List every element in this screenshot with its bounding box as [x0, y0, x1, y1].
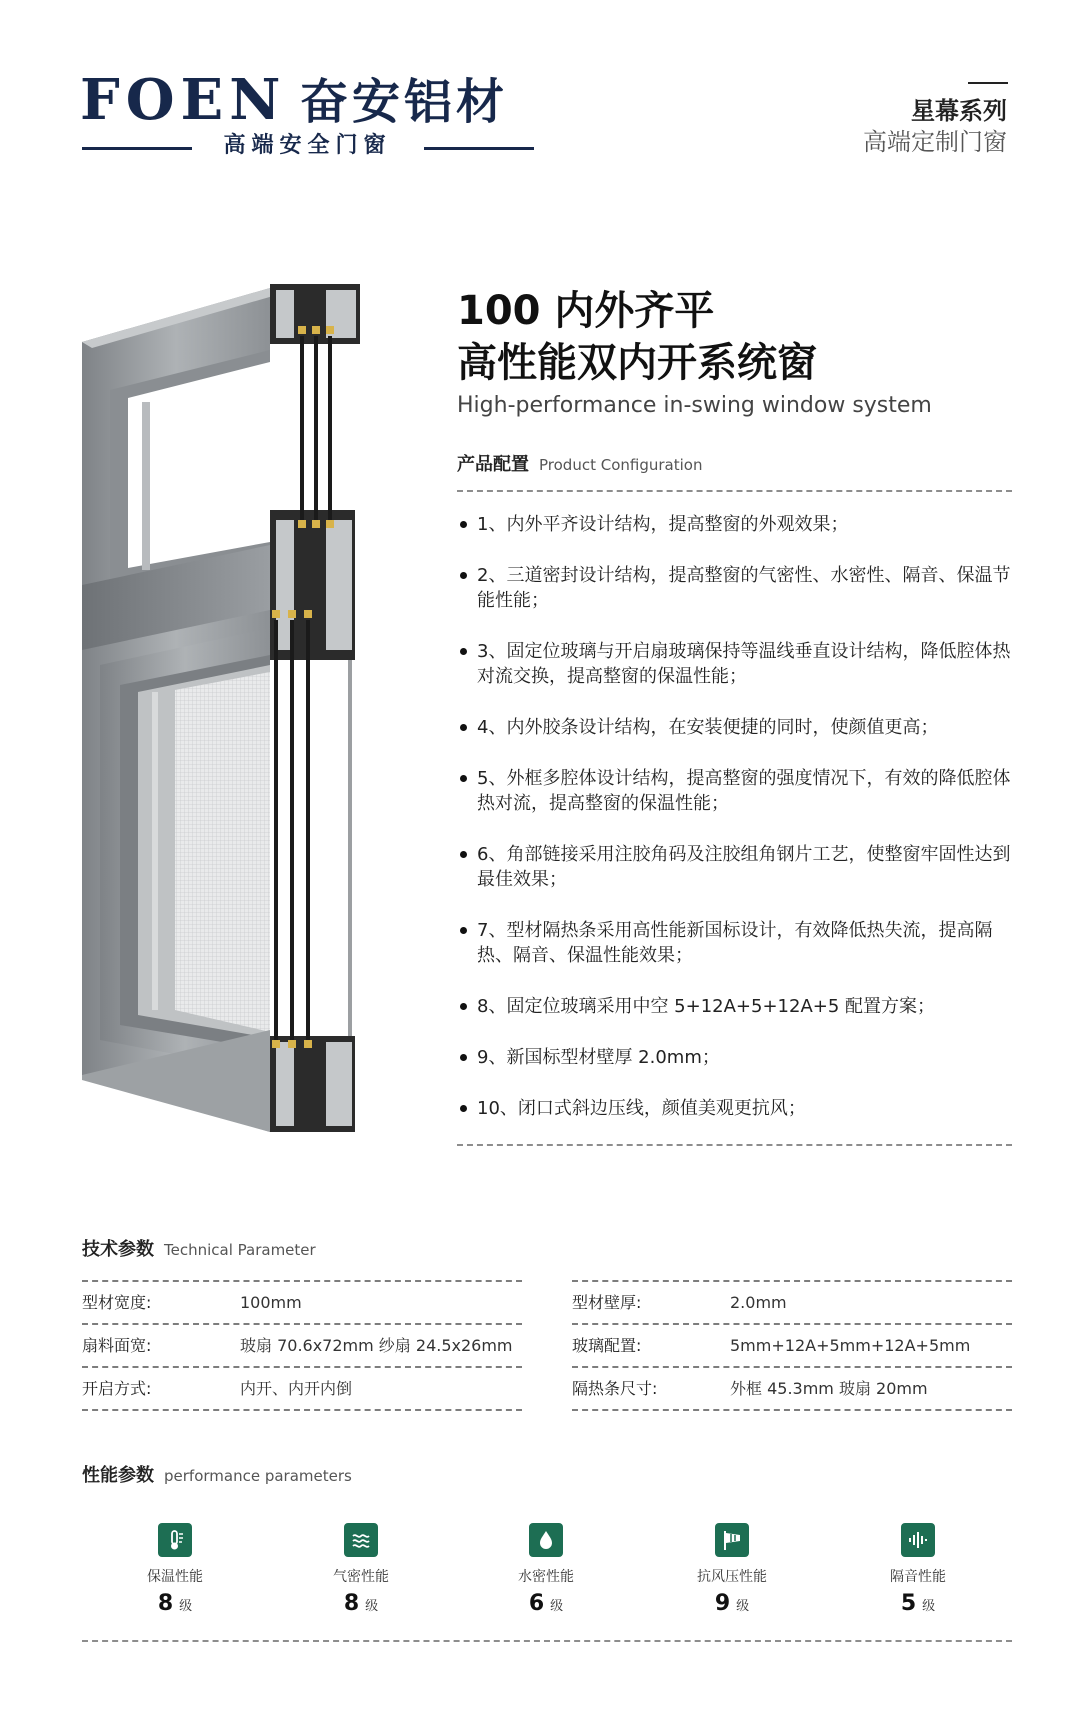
perf-grade-value: 5: [900, 1591, 917, 1616]
config-divider-bottom: [457, 1144, 1012, 1146]
table-row: [572, 1366, 1012, 1411]
config-divider-top: [457, 490, 1012, 492]
performance-item-watertightness: [486, 1523, 606, 1620]
param-label: 型材壁厚:: [572, 1293, 642, 1312]
param-value: 100mm: [240, 1293, 302, 1312]
technical-table-right: [572, 1280, 1012, 1411]
feature-item: 3、固定位玻璃与开启扇玻璃保持等温线垂直设计结构，降低腔体热对流交换，提高整窗的保温性能；: [457, 639, 1012, 689]
table-row: [572, 1280, 1012, 1323]
config-heading: [457, 453, 702, 477]
product-title-line2: 高性能双内开系统窗: [457, 340, 817, 386]
performance-item-sound-insulation: [858, 1523, 978, 1620]
param-value: 内开、内开内倒: [240, 1379, 353, 1398]
perf-grade-unit: 级: [736, 1599, 750, 1614]
window-cross-section-illustration: [80, 280, 400, 1150]
feature-item: 1、内外平齐设计结构，提高整窗的外观效果；: [457, 512, 1012, 537]
param-value: 5mm+12A+5mm+12A+5mm: [730, 1336, 971, 1355]
perf-grade: [672, 1591, 792, 1620]
param-value: 2.0mm: [730, 1293, 787, 1312]
perf-label: 抗风压性能: [697, 1569, 767, 1585]
brand-logo-en: FOEN: [80, 67, 287, 133]
performance-item-airtightness: [301, 1523, 421, 1620]
feature-item: 8、固定位玻璃采用中空 5+12A+5+12A+5 配置方案；: [457, 994, 1012, 1019]
perf-grade-value: 6: [528, 1591, 545, 1616]
perf-label: 气密性能: [333, 1569, 389, 1585]
feature-item: 6、角部链接采用注胶角码及注胶组角钢片工艺，使整窗牢固性达到最佳效果；: [457, 842, 1012, 892]
technical-heading-cn: 技术参数: [82, 1239, 154, 1260]
product-title-en: High-performance in-swing window system: [457, 393, 932, 418]
technical-heading-en: Technical Parameter: [164, 1241, 316, 1259]
series-rule: [968, 82, 1008, 84]
perf-grade-value: 9: [714, 1591, 731, 1616]
technical-heading: [82, 1238, 316, 1262]
sound-wave-icon: [901, 1523, 935, 1557]
param-label: 隔热条尺寸:: [572, 1379, 658, 1398]
config-heading-en: Product Configuration: [539, 456, 703, 474]
table-row: [82, 1323, 522, 1366]
performance-item-wind-pressure: [672, 1523, 792, 1620]
perf-grade-value: 8: [343, 1591, 360, 1616]
table-row: [82, 1280, 522, 1323]
perf-grade-unit: 级: [179, 1599, 193, 1614]
feature-item: 10、闭口式斜边压线，颜值美观更抗风；: [457, 1096, 1012, 1121]
perf-grade-value: 8: [157, 1591, 174, 1616]
feature-item: 2、三道密封设计结构，提高整窗的气密性、水密性、隔音、保温节能性能；: [457, 563, 1012, 613]
perf-grade-unit: 级: [922, 1599, 936, 1614]
series-subtitle: 高端定制门窗: [863, 128, 1007, 156]
perf-label: 保温性能: [147, 1569, 203, 1585]
perf-grade-unit: 级: [550, 1599, 564, 1614]
thermometer-icon: [158, 1523, 192, 1557]
feature-item: 9、新国标型材壁厚 2.0mm；: [457, 1045, 1012, 1070]
windsock-icon: [715, 1523, 749, 1557]
brand-logo-cn: 奋安铝材: [300, 74, 509, 130]
series-name: 星幕系列: [911, 97, 1007, 125]
param-value: 玻扇 70.6x72mm 纱扇 24.5x26mm: [240, 1336, 513, 1355]
performance-heading: [82, 1464, 352, 1488]
performance-divider-bottom: [82, 1640, 1012, 1642]
config-heading-cn: 产品配置: [457, 454, 529, 475]
feature-item: 5、外框多腔体设计结构，提高整窗的强度情况下，有效的降低腔体热对流，提高整窗的保温性能；: [457, 766, 1012, 816]
param-label: 开启方式:: [82, 1379, 152, 1398]
perf-label: 隔音性能: [890, 1569, 946, 1585]
param-value: 外框 45.3mm 玻扇 20mm: [730, 1379, 928, 1398]
table-row: [82, 1366, 522, 1411]
param-label: 型材宽度:: [82, 1293, 152, 1312]
performance-heading-cn: 性能参数: [82, 1465, 154, 1486]
technical-table-left: [82, 1280, 522, 1411]
logo-rule-right: [424, 147, 534, 150]
feature-item: 4、内外胶条设计结构，在安装便捷的同时，使颜值更高；: [457, 715, 1012, 740]
product-title-line1: 100 内外齐平: [457, 288, 715, 334]
perf-label: 水密性能: [518, 1569, 574, 1585]
table-row: [572, 1323, 1012, 1366]
perf-grade: [858, 1591, 978, 1620]
param-label: 扇料面宽:: [82, 1336, 152, 1355]
water-drop-icon: [529, 1523, 563, 1557]
brand-tagline: 高端安全门窗: [223, 133, 392, 158]
performance-heading-en: performance parameters: [164, 1467, 352, 1485]
feature-item: 7、型材隔热条采用高性能新国标设计，有效降低热失流，提高隔热、隔音、保温性能效果；: [457, 918, 1012, 968]
param-label: 玻璃配置:: [572, 1336, 642, 1355]
perf-grade: [486, 1591, 606, 1620]
perf-grade-unit: 级: [365, 1599, 379, 1614]
config-feature-list: [457, 512, 1012, 1121]
perf-grade: [115, 1591, 235, 1620]
performance-item-insulation: [115, 1523, 235, 1620]
perf-grade: [301, 1591, 421, 1620]
logo-rule-left: [82, 147, 192, 150]
airflow-icon: [344, 1523, 378, 1557]
